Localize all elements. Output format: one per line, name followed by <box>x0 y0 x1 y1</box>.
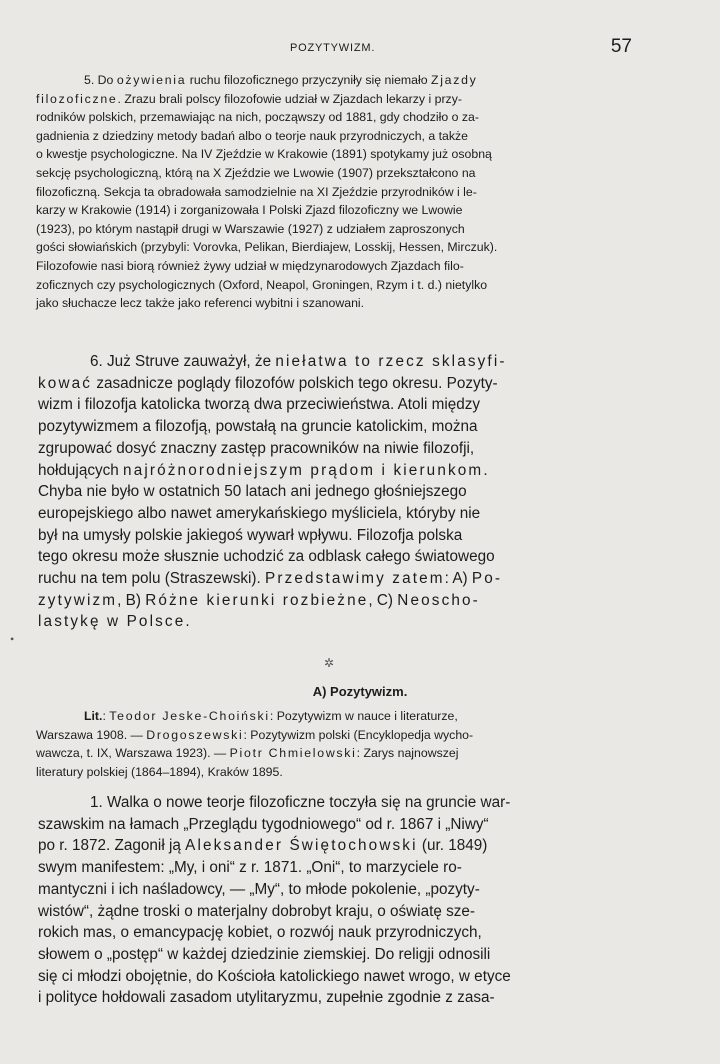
text-line: zytywizm, B) Różne kierunki rozbieżne, C) Neoscho- <box>38 591 480 609</box>
paragraph-5 <box>36 71 639 313</box>
text-line: był na umysły polskie jakiegoś wywarł wpływu. Filozofja polska <box>38 526 463 544</box>
text-line: europejskiego albo nawet amerykańskiego myśliciela, któryby nie <box>38 504 481 522</box>
text-line: o kwestje psychologiczne. Na IV Zjeździe w Krakowie (1891) spotykamy już osobną <box>36 147 492 162</box>
page-number: 57 <box>610 36 632 57</box>
text-line: 5. Do ożywienia ruchu filozoficznego przyczyniły się niemało Zjazdy <box>84 73 478 87</box>
text-line: zoficznych czy psychologicznych (Oxford, Neapol, Groningen, Rzym i t. d.) nietylko <box>36 277 488 292</box>
text-line: Warszawa 1908. — Drogoszewski: Pozytywizm polski (Encyklopedja wycho- <box>36 727 474 742</box>
text-line: Chyba nie było w ostatnich 50 latach ani jednego głośniejszego <box>38 483 467 501</box>
text-line: pozytywizmem a filozofją, powstałą na gruncie katolickim, można <box>38 418 478 436</box>
text-line: rodników polskich, przemawiając na nich, począwszy od 1881, gdy chodziło o za- <box>36 110 479 125</box>
text-line: wistów“, żądne troski o materjalny dobrobyt kraju, o oświatę sze- <box>38 902 475 920</box>
text-line: mantyczni i ich naśladowcy, — „My“, to młode pokolenie, „pozyty- <box>38 880 480 898</box>
running-head: POZYTYWIZM. <box>290 42 376 54</box>
text-line: Lit.: Teodor Jeske-Choiński: Pozytywizm w nauce i literaturze, <box>84 709 458 723</box>
ink-dot: • <box>10 632 15 646</box>
lit-label: Lit. <box>84 709 103 723</box>
literature-note <box>36 707 639 781</box>
paragraph-1 <box>38 792 640 1009</box>
text-line: szawskim na łamach „Przeglądu tygodniowego“ od r. 1867 i „Niwy“ <box>38 815 489 833</box>
text-line: (1923), po którym nastąpił drugi w Warszawie (1927) z udziałem zaproszonych <box>36 221 465 236</box>
text-line: zgrupować dosyć znaczny zastęp pracowników na niwie filozofji, <box>38 439 475 457</box>
text-line: rokich mas, o emancypację kobiet, o rozwój nauk przyrodniczych, <box>38 924 482 942</box>
text-line: wawcza, t. IX, Warszawa 1923). — Piotr Chmielowski: Zarys najnowszej <box>36 746 459 761</box>
text-line: sekcję psychologiczną, którą na X Zjeździe we Lwowie (1907) przekształcono na <box>36 165 476 180</box>
text-line: literatury polskiej (1864–1894), Kraków 1895. <box>36 764 283 779</box>
text-line: wizm i filozofja katolicka tworzą dwa przeciwieństwa. Atoli między <box>38 396 481 414</box>
ink-mark: ✲ <box>324 656 335 670</box>
text-line: ruchu na tem polu (Straszewski). Przedstawimy zatem: A) Po- <box>38 570 503 588</box>
text-line: filozoficzne. Zrazu brali polscy filozofowie udział w Zjazdach lekarzy i przy- <box>36 91 462 106</box>
text-line: filozoficzną. Sekcja ta obradowała samodzielnie na XI Zjeździe przyrodników i le- <box>36 184 477 199</box>
text-line: kować zasadnicze poglądy filozofów polskich tego okresu. Pozyty- <box>38 374 498 392</box>
text-line: 6. Już Struve zauważył, że niełatwa to rzecz sklasyfi- <box>90 353 507 370</box>
text-line: i polityce hołdowali zasadom utylitaryzmu, zupełnie zgodnie z zasa- <box>38 989 495 1007</box>
text-line: swym manifestem: „My, i oni“ z r. 1871. „Oni“, to marzyciele ro- <box>38 859 462 877</box>
text-line: jako słuchacze lecz także jako referenci wybitni i szanowani. <box>36 296 365 311</box>
text-line: gadnienia z dziedziny metody badań albo o teorje nauk przyrodniczych, a także <box>36 128 469 143</box>
text-line: się ci młodzi obojętnie, do Kościoła katolickiego nawet wrogo, w etyce <box>38 967 511 985</box>
text-line: słowem o „postęp“ w każdej dziedzinie ziemskiej. Do religji odnosili <box>38 945 491 963</box>
text-line: hołdujących najróżnorodniejszym prądom i kierunkom. <box>38 461 488 479</box>
paragraph-6 <box>38 351 640 633</box>
text-line: po r. 1872. Zagonił ją Aleksander Świętochowski (ur. 1849) <box>38 837 488 855</box>
text-line: Filozofowie nasi biorą również żywy udział w międzynarodowych Zjazdach filo- <box>36 258 464 273</box>
section-title: A) Pozytywizm. <box>312 684 408 699</box>
text-line: lastykę w Polsce. <box>38 613 190 631</box>
text-line: gości słowiańskich (przybyli: Vorovka, Pelikan, Bierdiajew, Losskij, Hessen, Mirczuk). <box>36 240 498 255</box>
page-header <box>0 36 720 60</box>
text-line: 1. Walka o nowe teorje filozoficzne toczyła się na gruncie war- <box>90 794 511 811</box>
text-line: tego okresu może słusznie uchodzić za odblask całego światowego <box>38 548 495 566</box>
text-line: karzy w Krakowie (1914) i zorganizowała I Polski Zjazd filozoficzny we Lwowie <box>36 203 463 218</box>
